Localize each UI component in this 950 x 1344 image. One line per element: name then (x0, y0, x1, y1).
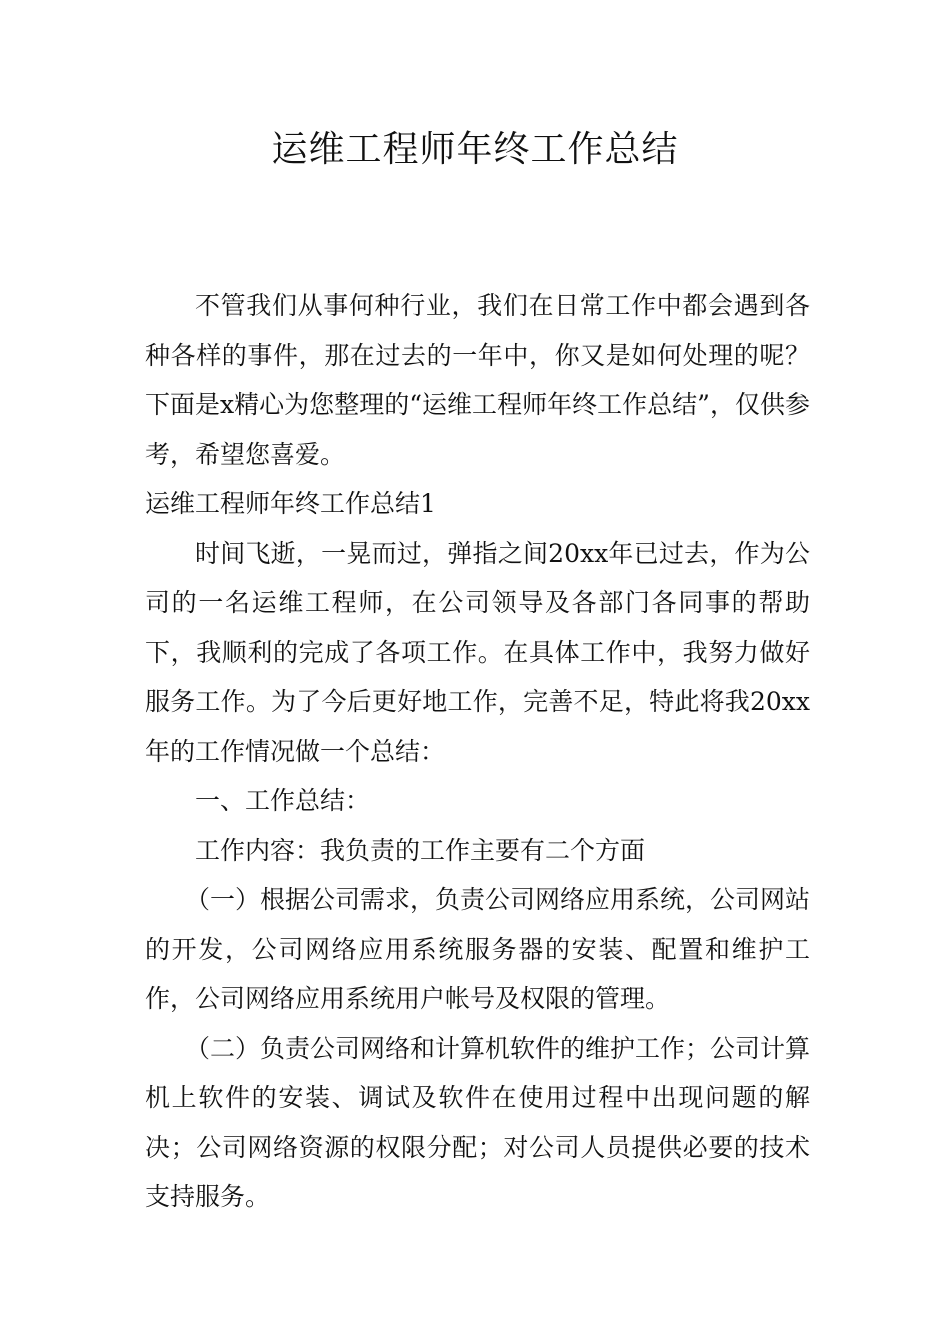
work-content-paragraph: 工作内容：我负责的工作主要有二个方面 (195, 835, 646, 865)
duty-item-1: （一）根据公司需求，负责公司网络应用系统，公司网站的开发，公司网络应用系统服务器的安装、配置和维护工作，公司网络应用系统用户帐号及权限的管理。 (145, 885, 811, 1013)
summary-paragraph: 时间飞逝，一晃而过，弹指之间20xx年已过去，作为公司的一名运维工程师，在公司领导及各部门各同事的帮助下，我顺利的完成了各项工作。在具体工作中，我努力做好服务工作。为了今后更好地工作，完善不足，特此将我20xx年的工作情况做一个总结： (145, 538, 810, 766)
document-body (145, 281, 810, 1222)
document-title: 运维工程师年终工作总结 (271, 129, 679, 170)
intro-paragraph: 不管我们从事何种行业，我们在日常工作中都会遇到各种各样的事件，那在过去的一年中，你又是如何处理的呢？下面是x精心为您整理的“运维工程师年终工作总结”，仅供参考，希望您喜爱。 (145, 291, 810, 469)
subsection-heading: 一、工作总结： (195, 786, 371, 815)
section-heading: 运维工程师年终工作总结1 (145, 489, 436, 518)
duty-item-2: （二）负责公司网络和计算机软件的维护工作；公司计算机上软件的安装、调试及软件在使用过程中出现问题的解决；公司网络资源的权限分配；对公司人员提供必要的技术支持服务。 (145, 1033, 811, 1211)
